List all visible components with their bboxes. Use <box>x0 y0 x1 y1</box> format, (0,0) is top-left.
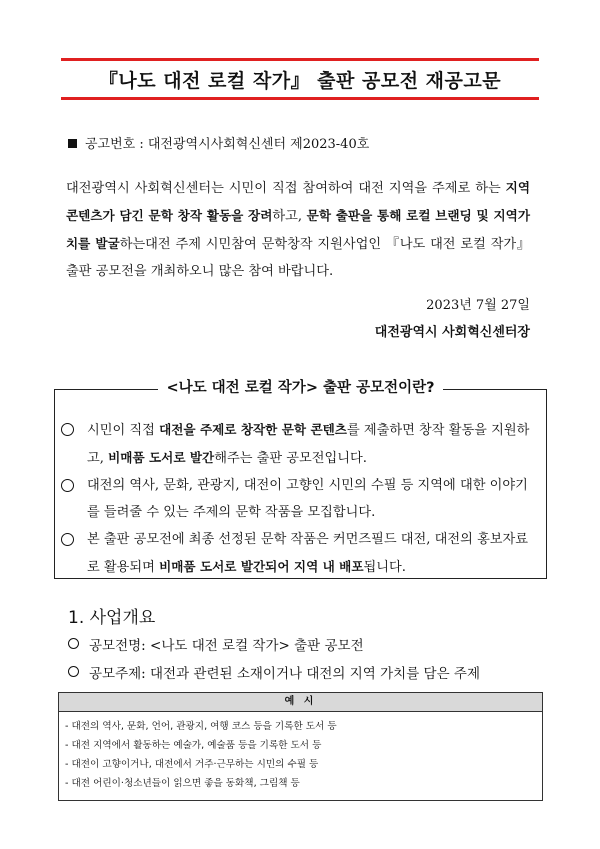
circle-bullet-icon <box>68 666 79 677</box>
contest-theme-text: 공모주제: 대전과 관련된 소재이거나 대전의 지역 가치를 담은 주제 <box>89 666 480 682</box>
summary-text: 를 제출하면 창작 활동을 지원하고, <box>87 423 530 466</box>
example-row: - 대전이 고향이거나, 대전에서 거주·근무하는 시민의 수필 등 <box>65 759 319 770</box>
example-table-header: 예 시 <box>59 693 542 712</box>
square-bullet-icon <box>68 139 77 148</box>
summary-text: 시민이 직접 <box>87 423 160 438</box>
summary-emphasis: 대전을 주제로 창작한 문학 콘텐츠 <box>159 422 347 437</box>
circle-bullet-icon <box>61 533 74 546</box>
contest-name-line <box>68 634 364 654</box>
title-band <box>61 58 539 100</box>
notice-number-text: 공고번호 : 대전광역시사회혁신센터 제2023-40호 <box>85 137 370 152</box>
title-top-rule <box>61 58 539 61</box>
summary-text: 대전의 역사, 문화, 관광지, 대전이 고향인 시민의 수필 등 지역에 대한 이야기를 들려줄 수 있는 주제의 문학 작품을 모집합니다. <box>87 478 528 520</box>
example-row: - 대전의 역사, 문화, 언어, 관광지, 여행 코스 등을 기록한 도서 등 <box>65 721 337 732</box>
summary-text: 됩니다. <box>363 560 406 575</box>
example-row: - 대전 지역에서 활동하는 예술가, 예술품 등을 기록한 도서 등 <box>65 740 322 751</box>
issuing-organization: 대전광역시 사회혁신센터장 <box>374 325 530 340</box>
announcement-date: 2023년 7월 27일 <box>426 298 530 313</box>
contest-theme-line <box>68 662 480 682</box>
summary-text: 본 출판 공모전에 최종 선정된 문학 작품은 커먼즈필드 대전, 대전의 홍보자료로 활용되며 <box>87 532 529 575</box>
summary-item <box>61 416 535 472</box>
summary-list <box>61 416 535 581</box>
intro-emphasis: 지역 콘텐츠가 담긴 문학 창작 활동을 장려 <box>66 180 530 223</box>
contest-summary-box <box>54 380 547 579</box>
contest-name-text: 공모전명: <나도 대전 로컬 작가> 출판 공모전 <box>89 638 364 654</box>
summary-item <box>61 472 535 526</box>
page-title: 『나도 대전 로컬 작가』 출판 공모전 재공고문 <box>98 70 502 92</box>
intro-paragraph <box>66 174 530 285</box>
circle-bullet-icon <box>68 638 79 649</box>
section-title: 1. 사업개요 <box>68 608 156 628</box>
intro-text: 대전광역시 사회혁신센터는 시민이 직접 참여하여 대전 지역을 주제로 하는 <box>66 181 506 196</box>
summary-emphasis: 비매품 도서로 발간되어 지역 내 배포 <box>159 559 364 574</box>
example-table-body <box>59 712 542 800</box>
summary-text: 해주는 출판 공모전입니다. <box>214 451 367 466</box>
example-table <box>58 692 543 801</box>
circle-bullet-icon <box>61 423 74 436</box>
box-heading <box>55 376 546 397</box>
circle-bullet-icon <box>61 479 74 492</box>
intro-text: 하는대전 주제 시민참여 문학창작 지원사업인 『나도 대전 로컬 작가』 출판 공모전을 개최하오니 많은 참여 바랍니다. <box>66 237 531 279</box>
summary-emphasis: 비매품 도서로 발간 <box>108 450 215 465</box>
notice-number <box>68 133 369 152</box>
summary-item <box>61 526 535 581</box>
intro-emphasis: 문학 출판을 통해 로컬 브랜딩 및 지역가치를 발굴 <box>66 208 530 251</box>
intro-text: 하고, <box>272 209 307 224</box>
box-heading-text: <나도 대전 로컬 작가> 출판 공모전이란? <box>158 376 442 397</box>
title-bottom-rule <box>61 97 539 100</box>
example-row: - 대전 어린이·청소년들이 읽으면 좋을 동화책, 그림책 등 <box>65 778 300 789</box>
